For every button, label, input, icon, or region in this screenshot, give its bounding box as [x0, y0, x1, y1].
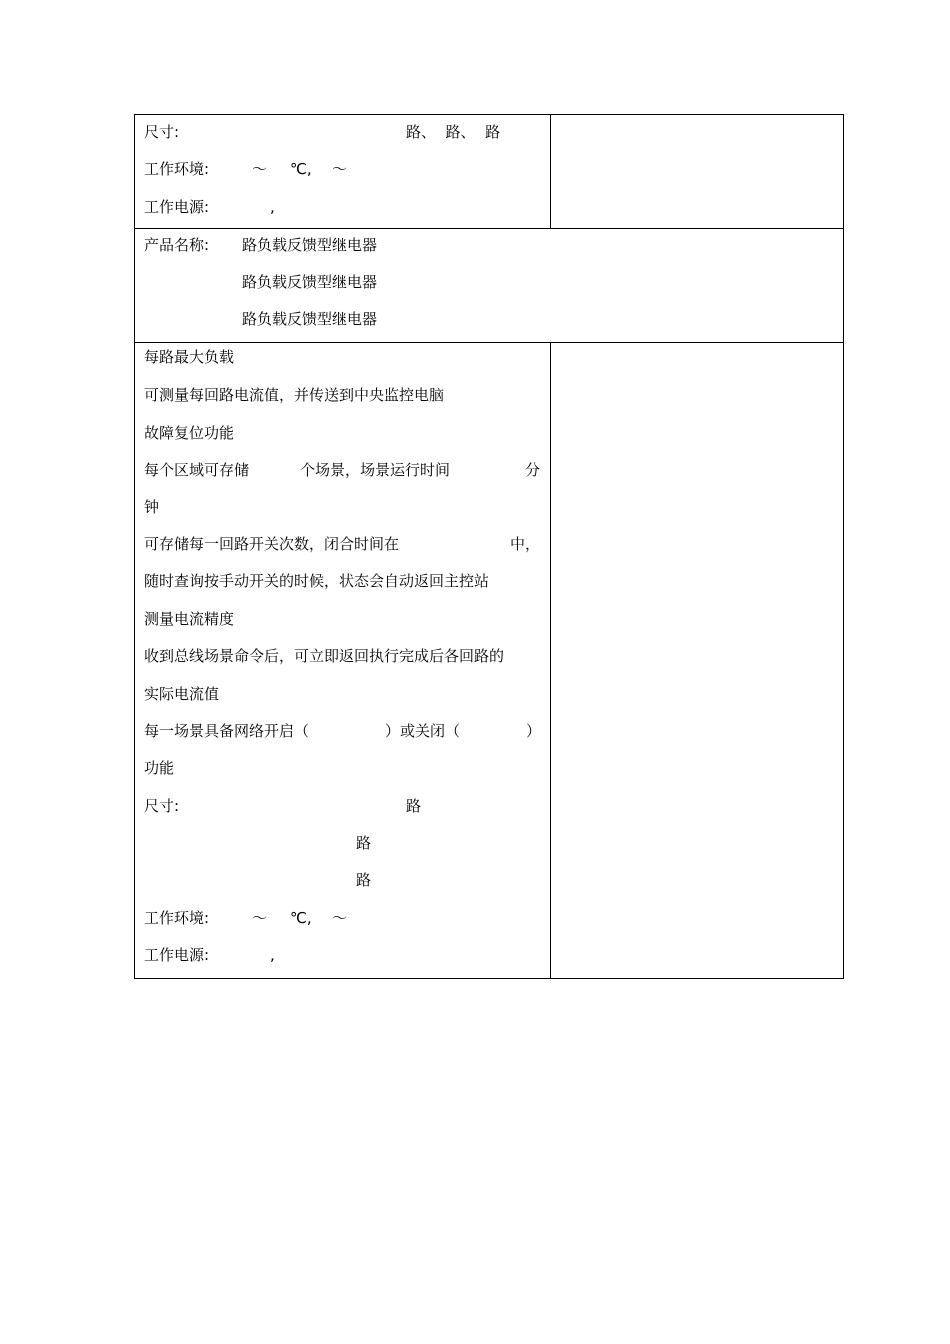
size-route-3: 路: [356, 871, 372, 889]
power-label-top: 工作电源:: [144, 198, 210, 216]
row-divider-2: [135, 342, 843, 343]
column-divider-bottom: [550, 342, 551, 978]
max-load-line: 每路最大负载: [144, 348, 235, 366]
network-line-part-c: ）: [526, 722, 542, 740]
measure-line: 可测量每回路电流值，并传送到中央监控电脑: [144, 386, 445, 404]
env-tilde2-top: ～: [332, 160, 348, 178]
scene-line-part-a: 每个区域可存储: [144, 461, 250, 479]
env-tilde1-top: ～: [252, 160, 268, 178]
size-route-2: 路: [356, 834, 372, 852]
env-tilde1-bottom: ～: [252, 909, 268, 927]
power-label-bottom: 工作电源:: [144, 946, 210, 964]
store-line-part-a: 可存储每一回路开关次数，闭合时间在: [144, 535, 400, 553]
bus-line-part-b: 实际电流值: [144, 685, 220, 703]
store-line-part-b: 中，: [510, 535, 541, 553]
product-line-3: 路负载反馈型继电器: [242, 310, 378, 328]
row-divider-1: [135, 228, 843, 229]
scene-line-part-c: 分: [525, 461, 541, 479]
env-label-top: 工作环境:: [144, 160, 210, 178]
power-comma-top: ,: [270, 198, 275, 216]
reset-line: 故障复位功能: [144, 424, 235, 442]
network-line-part-d: 功能: [144, 759, 175, 777]
env-unit-bottom: ℃,: [290, 909, 312, 927]
network-line-part-a: 每一场景具备网络开启（: [144, 722, 310, 740]
env-label-bottom: 工作环境:: [144, 909, 210, 927]
scene-line-part-b: 个场景，场景运行时间: [300, 461, 451, 479]
size-routes-top: 路、 路、 路: [406, 123, 501, 141]
query-line: 随时查询按手动开关的时候，状态会自动返回主控站: [144, 572, 490, 590]
product-label: 产品名称:: [144, 236, 210, 254]
env-tilde2-bottom: ～: [332, 909, 348, 927]
product-line-1: 路负载反馈型继电器: [242, 236, 378, 254]
accuracy-line: 测量电流精度: [144, 610, 235, 628]
bus-line-part-a: 收到总线场景命令后，可立即返回执行完成后各回路的: [144, 647, 505, 665]
size-label-top: 尺寸:: [144, 123, 180, 141]
size-label-bottom: 尺寸:: [144, 797, 180, 815]
power-comma-bottom: ,: [270, 946, 275, 964]
env-unit-top: ℃,: [290, 160, 312, 178]
network-line-part-b: ）或关闭（: [385, 722, 461, 740]
scene-line-part-d: 钟: [144, 498, 160, 516]
product-line-2: 路负载反馈型继电器: [242, 273, 378, 291]
column-divider-top: [550, 115, 551, 228]
size-route-1: 路: [406, 797, 422, 815]
